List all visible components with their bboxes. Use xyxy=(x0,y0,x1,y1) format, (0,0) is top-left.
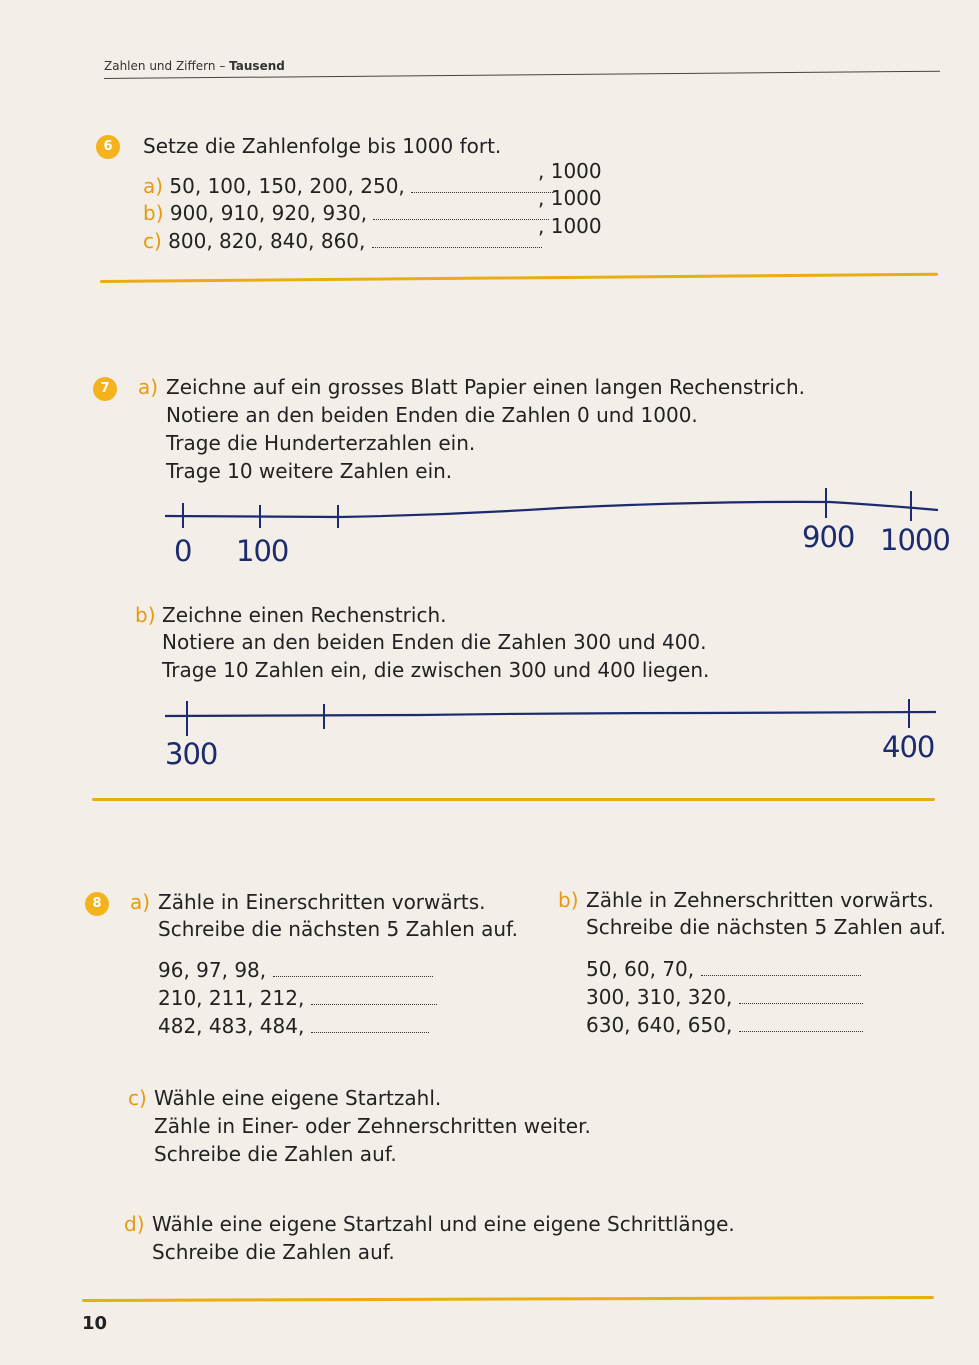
item-text: 50, 60, 70, xyxy=(586,957,695,981)
item-text: 900, 910, 920, 930, xyxy=(169,201,368,225)
task8b-line-1: Zähle in Zehnerschritten vorwärts. xyxy=(586,888,934,912)
item-letter: a) xyxy=(130,890,151,914)
task8a-letter xyxy=(130,888,150,916)
task6-item-c-end: , 1000 xyxy=(538,214,602,238)
numberline-a xyxy=(165,502,938,517)
task8c-line-1: Wähle eine eigene Startzahl. xyxy=(154,1086,442,1110)
task7a-line-2: Notiere an den beiden Enden die Zahlen 0 und 1000. xyxy=(166,403,698,427)
numberline-label-300: 300 xyxy=(165,737,218,771)
numberline-label-1000: 1000 xyxy=(880,523,950,557)
task8a-line-1: Zähle in Einerschritten vorwärts. xyxy=(158,890,486,914)
header-topic: Tausend xyxy=(229,59,285,73)
task8a-item-3 xyxy=(158,1012,429,1040)
item-letter: b) xyxy=(558,888,579,912)
item-letter: b) xyxy=(143,201,164,225)
task7a-line-4: Trage 10 weitere Zahlen ein. xyxy=(166,459,453,483)
answer-blank[interactable] xyxy=(273,960,433,977)
answer-blank[interactable] xyxy=(311,988,437,1005)
task8-badge: 8 xyxy=(85,892,109,916)
task8b-item-3 xyxy=(586,1011,863,1039)
task7-badge: 7 xyxy=(93,377,117,401)
numberline-label-100: 100 xyxy=(236,534,289,568)
task8b-letter xyxy=(558,886,579,914)
task7a-line-3: Trage die Hunderterzahlen ein. xyxy=(166,431,476,455)
task7-divider xyxy=(92,798,935,801)
task6-item-b-end: , 1000 xyxy=(538,186,602,210)
task8c-line-3: Schreibe die Zahlen auf. xyxy=(154,1142,397,1166)
task6-badge: 6 xyxy=(96,135,120,159)
task7a-line-1: Zeichne auf ein grosses Blatt Papier einen langen Rechenstrich. xyxy=(166,375,805,399)
item-letter: c) xyxy=(128,1086,147,1110)
task7b-letter xyxy=(135,601,156,629)
task7b-line-2: Notiere an den beiden Enden die Zahlen 300 und 400. xyxy=(162,630,707,654)
item-text: 96, 97, 98, xyxy=(158,958,267,982)
item-text: 50, 100, 150, 200, 250, xyxy=(169,174,405,198)
task8b-line-2: Schreibe die nächsten 5 Zahlen auf. xyxy=(586,915,946,939)
answer-blank[interactable] xyxy=(701,959,861,976)
numberline-label-900: 900 xyxy=(802,520,855,554)
item-text: 630, 640, 650, xyxy=(586,1013,733,1037)
item-letter: b) xyxy=(135,603,156,627)
numberline-b xyxy=(165,712,936,716)
answer-blank[interactable] xyxy=(311,1016,429,1033)
task8a-item-1 xyxy=(158,956,433,984)
item-text: 482, 483, 484, xyxy=(158,1014,305,1038)
page-number: 10 xyxy=(82,1313,108,1334)
item-letter: a) xyxy=(143,174,164,198)
task8d-letter xyxy=(124,1210,145,1238)
item-letter: d) xyxy=(124,1212,145,1236)
answer-blank[interactable] xyxy=(739,1015,863,1032)
item-text: 210, 211, 212, xyxy=(158,986,305,1010)
task6-title: Setze die Zahlenfolge bis 1000 fort. xyxy=(143,134,502,158)
task8b-item-1 xyxy=(586,955,861,983)
header-section: Zahlen und Ziffern xyxy=(104,59,216,73)
task8c-letter xyxy=(128,1084,147,1112)
task8d-line-1: Wähle eine eigene Startzahl und eine eigene Schrittlänge. xyxy=(152,1212,735,1236)
task8c-line-2: Zähle in Einer- oder Zehnerschritten weiter. xyxy=(154,1114,591,1138)
item-text: 300, 310, 320, xyxy=(586,985,733,1009)
task7b-line-3: Trage 10 Zahlen ein, die zwischen 300 und 400 liegen. xyxy=(162,658,710,682)
header-separator: – xyxy=(219,59,226,73)
item-letter: a) xyxy=(138,375,159,399)
task8a-item-2 xyxy=(158,984,437,1012)
task6-item-a-end: , 1000 xyxy=(538,159,602,183)
item-letter: c) xyxy=(143,229,162,253)
task7b-line-1: Zeichne einen Rechenstrich. xyxy=(162,603,447,627)
task8d-line-2: Schreibe die Zahlen auf. xyxy=(152,1240,395,1264)
numberline-label-0: 0 xyxy=(174,534,192,568)
numberline-label-400: 400 xyxy=(882,730,935,764)
task8b-item-2 xyxy=(586,983,863,1011)
item-text: 800, 820, 840, 860, xyxy=(168,229,366,253)
task8a-line-2: Schreibe die nächsten 5 Zahlen auf. xyxy=(158,917,518,941)
answer-blank[interactable] xyxy=(739,987,863,1004)
